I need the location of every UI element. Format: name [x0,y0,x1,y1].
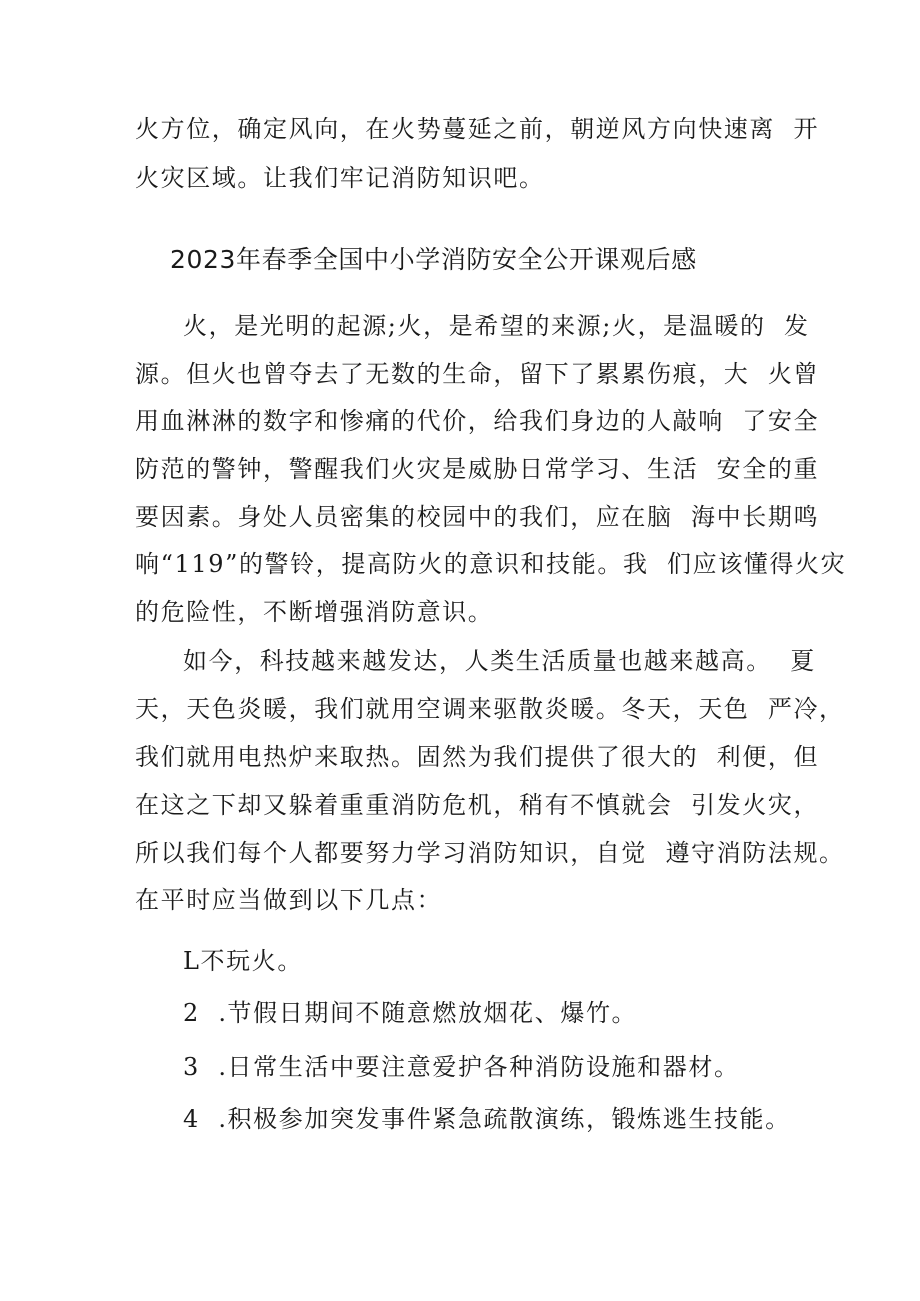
list-item: 2 .节假日期间不随意燃放烟花、爆竹。 [183,999,638,1027]
paragraph-line: 在这之下却又躲着重重消防危机，稍有不慎就会 引发火灾， [135,791,820,819]
paragraph-line: 用血淋淋的数字和惨痛的代价，给我们身边的人敲响 了安全 [135,407,820,435]
paragraph-line: 天，天色炎暖，我们就用空调来驱散炎暖。冬天，天色 严冷， [135,695,845,723]
paragraph-line: 在平时应当做到以下几点： [135,886,443,914]
paragraph-line: 如今，科技越来越发达，人类生活质量也越来越高。 夏 [183,647,816,675]
list-item: 3 .日常生活中要注意爱护各种消防设施和器材。 [183,1053,740,1081]
page-title: 2023年春季全国中小学消防安全公开课观后感 [170,245,697,274]
paragraph-line: 防范的警钟，警醒我们火灾是威胁日常学习、生活 安全的重 [135,455,820,483]
list-item: L不玩火。 [183,947,303,975]
paragraph-line: 的危险性，不断增强消防意识。 [135,598,494,626]
list-item: 4 .积极参加突发事件紧急疏散演练，锻炼逃生技能。 [183,1105,791,1133]
intro-line: 火方位，确定风向，在火势蔓延之前，朝逆风方向快速离 开 [135,115,820,143]
paragraph-line: 所以我们每个人都要努力学习消防知识，自觉 遵守消防法规。 [135,839,845,867]
paragraph-line: 我们就用电热炉来取热。固然为我们提供了很大的 利便，但 [135,743,820,771]
paragraph-line: 响“119”的警铃，提高防火的意识和技能。我 们应该懂得火灾 [135,550,847,578]
paragraph-line: 火，是光明的起源;火，是希望的来源;火，是温暖的 发 [183,312,810,340]
paragraph-line: 要因素。身处人员密集的校园中的我们，应在脑 海中长期鸣 [135,503,820,531]
paragraph-line: 源。但火也曾夺去了无数的生命，留下了累累伤痕，大 火曾 [135,360,820,388]
intro-line: 火灾区域。让我们牢记消防知识吧。 [135,164,545,192]
